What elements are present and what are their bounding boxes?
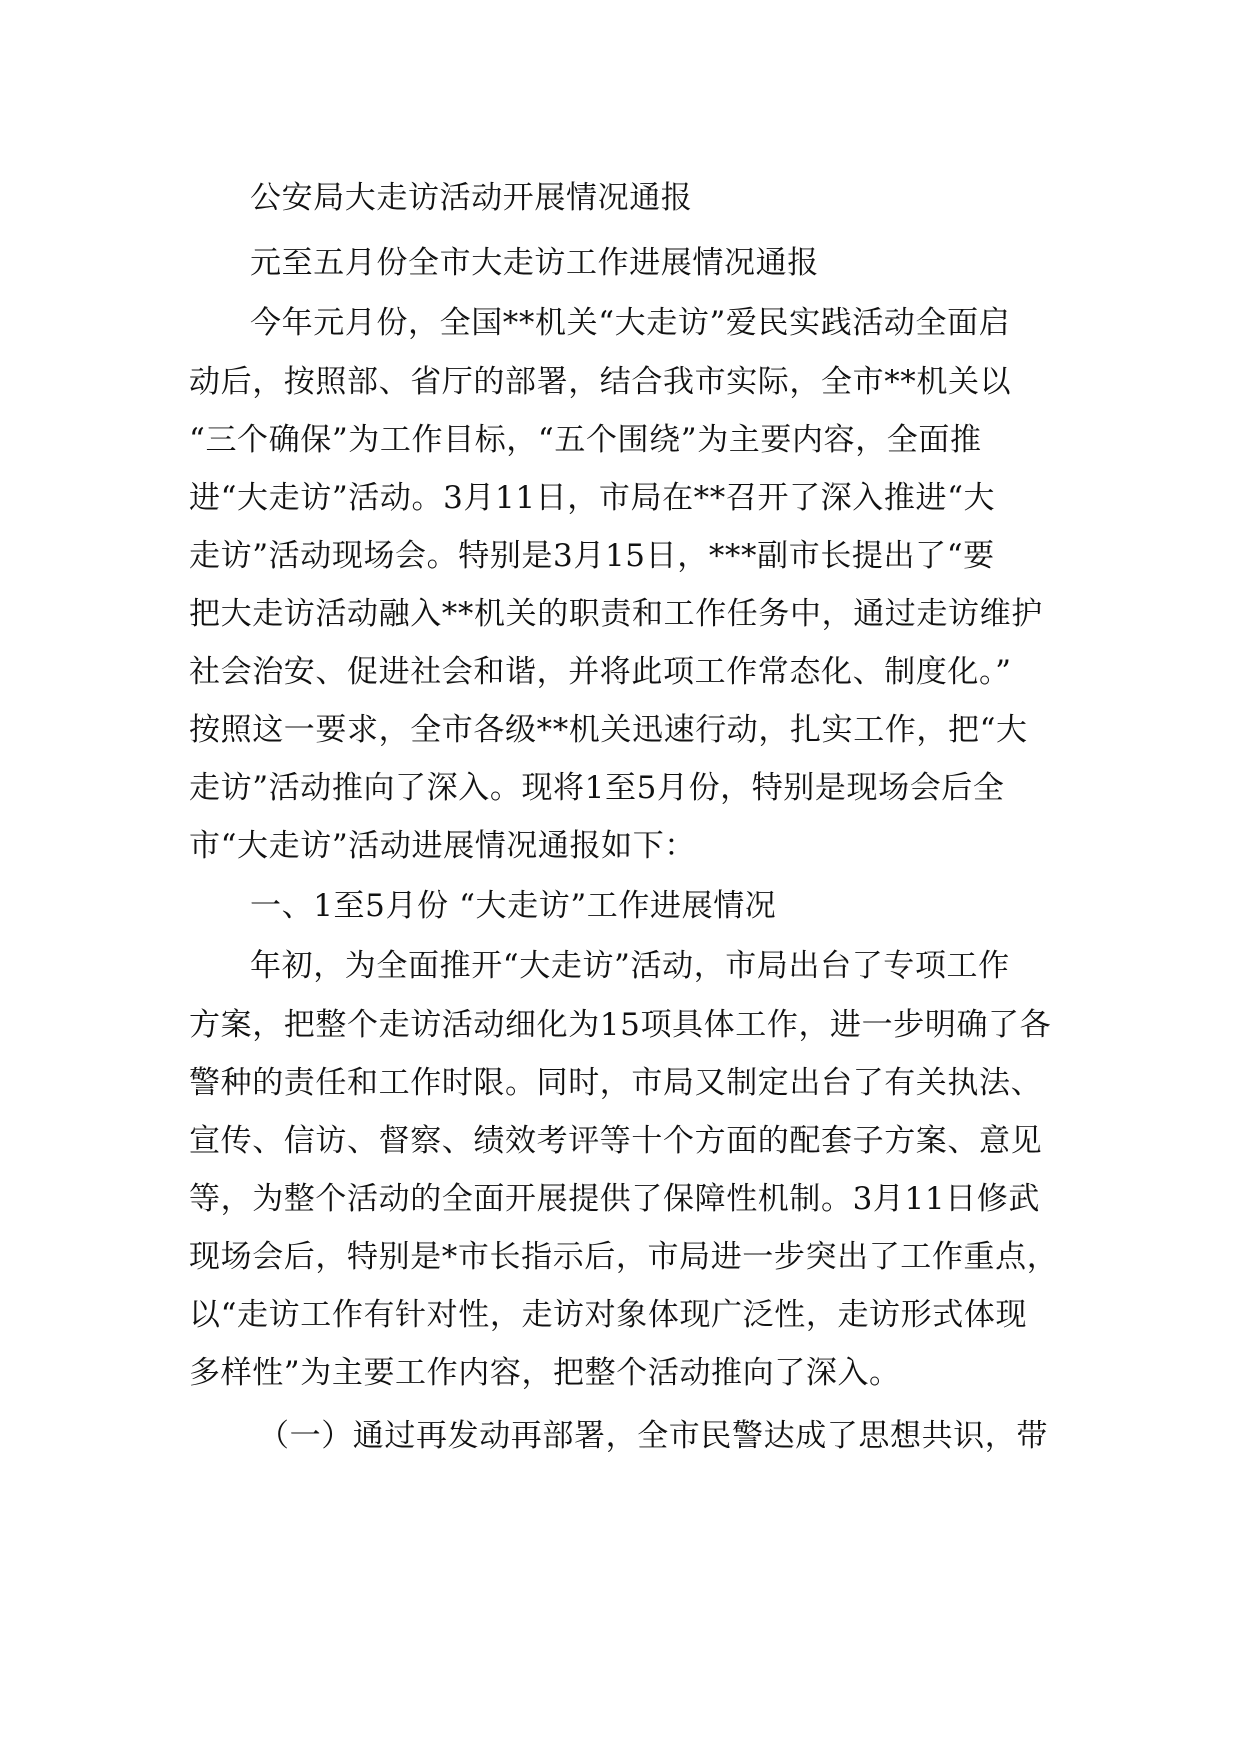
paragraph-line: 方案，把整个走访活动细化为15项具体工作，进一步明确了各 (189, 1007, 1052, 1043)
paragraph-line: 警种的责任和工作时限。同时，市局又制定出台了有关执法、 (189, 1065, 1043, 1101)
paragraph-line: 把大走访活动融入**机关的职责和工作任务中，通过走访维护 (189, 596, 1043, 632)
subsection-heading: （一）通过再发动再部署，全市民警达成了思想共识，带 (258, 1418, 1048, 1454)
section-heading: 一、1至5月份 “大走访”工作进展情况 (250, 888, 777, 924)
paragraph-line: 等，为整个活动的全面开展提供了保障性机制。3月11日修武 (189, 1181, 1040, 1217)
paragraph-line: 按照这一要求，全市各级**机关迅速行动，扎实工作，把“大 (189, 712, 1028, 748)
paragraph-line: 多样性”为主要工作内容，把整个活动推向了深入。 (189, 1355, 901, 1391)
paragraph-line: 走访”活动现场会。特别是3月15日，***副市长提出了“要 (189, 538, 995, 574)
paragraph-line: 以“走访工作有针对性，走访对象体现广泛性，走访形式体现 (189, 1297, 1028, 1333)
paragraph-line: 社会治安、促进社会和谐，并将此项工作常态化、制度化。” (189, 654, 1012, 690)
paragraph-line: 宣传、信访、督察、绩效考评等十个方面的配套子方案、意见 (189, 1123, 1043, 1159)
paragraph-line: 走访”活动推向了深入。现将1至5月份，特别是现场会后全 (189, 770, 1005, 806)
paragraph-line: 年初，为全面推开“大走访”活动，市局出台了专项工作 (250, 948, 1010, 984)
paragraph-line: 动后，按照部、省厅的部署，结合我市实际，全市**机关以 (189, 364, 1012, 400)
paragraph-line: 进“大走访”活动。3月11日，市局在**召开了深入推进“大 (189, 480, 996, 516)
document-subtitle: 元至五月份全市大走访工作进展情况通报 (250, 245, 819, 281)
paragraph-line: 市“大走访”活动进展情况通报如下： (189, 828, 696, 864)
paragraph-line: 现场会后，特别是*市长指示后，市局进一步突出了工作重点， (189, 1239, 1059, 1275)
paragraph-line: 今年元月份，全国**机关“大走访”爱民实践活动全面启 (250, 305, 1011, 341)
paragraph-line: “三个确保”为工作目标，“五个围绕”为主要内容，全面推 (189, 422, 982, 458)
document-title: 公安局大走访活动开展情况通报 (250, 180, 693, 216)
